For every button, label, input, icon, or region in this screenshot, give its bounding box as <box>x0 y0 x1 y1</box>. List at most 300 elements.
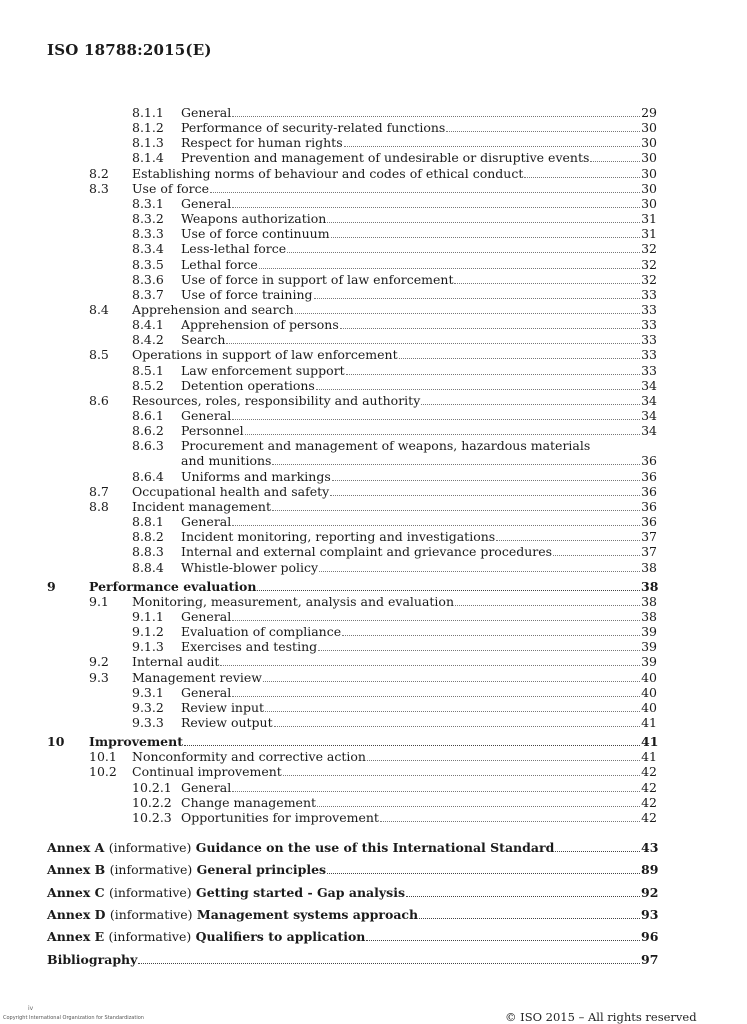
toc-entry[interactable] <box>0 257 747 272</box>
toc-entry-title: Performance of security-related functions <box>181 120 446 136</box>
toc-entry-line <box>132 749 657 764</box>
toc-entry-title: Apprehension and search <box>132 301 294 317</box>
toc-entry-title: Incident management <box>132 498 271 514</box>
toc-entry-number: 8.3.3 <box>132 226 164 242</box>
toc-entry-title: General <box>181 779 232 795</box>
toc-leader-dots <box>380 821 640 822</box>
toc-leader-dots <box>327 873 640 874</box>
toc-entry-title: Change management <box>181 794 317 810</box>
toc-entry-number: 9 <box>47 578 56 594</box>
toc-entry-title: Use of force continuum <box>181 226 330 242</box>
toc-entry-title: General <box>181 408 232 423</box>
toc-entry-page: 41 <box>641 715 657 730</box>
toc-entry-number: 8.2 <box>89 165 109 181</box>
toc-entry-page: 36 <box>641 514 657 530</box>
toc-entry-title: Search <box>181 332 226 348</box>
toc-entry[interactable] <box>0 780 747 795</box>
toc-entry[interactable] <box>0 378 747 393</box>
toc-entry[interactable] <box>0 560 747 575</box>
toc-entry[interactable] <box>0 544 747 559</box>
bibliography-line <box>47 952 657 967</box>
toc-leader-dots <box>327 222 640 223</box>
toc-entry-title: General <box>181 608 232 624</box>
toc-entry-page: 33 <box>641 332 657 348</box>
toc-entry-page: 31 <box>641 211 657 227</box>
toc-entry[interactable] <box>0 700 747 715</box>
toc-entry[interactable] <box>0 135 747 150</box>
toc-leader-dots <box>332 480 640 481</box>
toc-entry[interactable] <box>0 764 747 779</box>
toc-entry-title: General <box>181 684 232 700</box>
annex-title: Getting started - Gap analysis <box>196 884 405 900</box>
toc-leader-dots <box>138 963 640 964</box>
toc-entry-number: 8.1.4 <box>132 150 164 166</box>
toc-entry[interactable] <box>0 795 747 810</box>
toc-entry-title: General <box>181 105 232 120</box>
toc-leader-dots <box>446 131 640 132</box>
toc-entry-title: Use of force training <box>181 286 313 302</box>
toc-entry-line <box>132 302 657 317</box>
toc-entry-line <box>181 378 657 393</box>
toc-leader-dots <box>232 116 640 117</box>
toc-entry-number: 8.5 <box>89 347 109 363</box>
toc-entry-number: 8.8.3 <box>132 544 164 560</box>
annex-type: (informative) <box>108 840 192 855</box>
toc-entry-title: Monitoring, measurement, analysis and evaluation <box>132 593 455 609</box>
toc-entry-page: 39 <box>641 654 657 670</box>
toc-entry-page: 38 <box>641 578 659 594</box>
toc-entry[interactable] <box>0 408 747 423</box>
toc-leader-dots <box>421 404 640 405</box>
toc-leader-dots <box>496 540 640 541</box>
annex-page: 89 <box>641 862 659 878</box>
annex-entry[interactable] <box>0 885 747 900</box>
toc-entry-title: Continual improvement <box>132 764 282 780</box>
toc-entry-number: 8.4 <box>89 301 109 317</box>
toc-entry[interactable] <box>0 810 747 825</box>
toc-entry-line <box>181 514 657 529</box>
toc-entry-number: 10.2.2 <box>132 794 172 810</box>
toc-entry-title: Improvement <box>89 734 183 750</box>
toc-entry-title: Use of force in support of law enforcement <box>181 271 454 287</box>
toc-entry-page: 31 <box>641 226 657 242</box>
annex-type: (informative) <box>109 906 193 922</box>
toc-entry[interactable] <box>0 609 747 624</box>
toc-entry-line <box>181 560 657 575</box>
annex-title-group <box>47 862 326 877</box>
toc-entry-line <box>181 135 657 150</box>
toc-entry[interactable] <box>0 120 747 135</box>
toc-entry-page: 36 <box>641 498 657 514</box>
toc-entry-page: 32 <box>641 271 657 287</box>
toc-entry-title: Whistle-blower policy <box>181 559 319 575</box>
toc-entry[interactable] <box>0 211 747 226</box>
toc-entry-title: Procurement and management of weapons, hazardous materials <box>181 438 591 454</box>
toc-entry-number: 8.3.1 <box>132 195 164 211</box>
toc-entry[interactable] <box>0 469 747 484</box>
toc-entry-title: Review input <box>181 699 265 715</box>
toc-entry-number: 8.3.6 <box>132 271 164 287</box>
toc-entry[interactable] <box>0 529 747 544</box>
toc-entry-number: 8.5.2 <box>132 377 164 393</box>
toc-entry[interactable] <box>0 594 747 609</box>
toc-entry-number: 10 <box>47 734 65 750</box>
toc-entry[interactable] <box>0 423 747 438</box>
toc-entry-line <box>132 484 657 499</box>
bibliography-entry[interactable] <box>0 952 747 967</box>
toc-entry-title: Respect for human rights <box>181 135 343 151</box>
toc-entry[interactable] <box>0 105 747 120</box>
toc-entry-line <box>132 347 657 362</box>
annex-line <box>47 907 657 922</box>
toc-entry-line <box>181 257 657 272</box>
toc-entry[interactable] <box>0 734 747 749</box>
toc-entry-page: 41 <box>641 734 659 750</box>
toc-entry-line <box>181 226 657 241</box>
toc-leader-dots <box>259 268 640 269</box>
toc-entry-page: 40 <box>641 699 657 715</box>
toc-entry[interactable] <box>0 670 747 685</box>
annex-type: (informative) <box>108 884 192 900</box>
annex-title-group <box>47 929 365 944</box>
toc-entry-page: 33 <box>641 362 657 378</box>
toc-leader-dots <box>367 760 640 761</box>
toc-leader-dots <box>340 328 640 329</box>
toc-leader-dots <box>220 665 640 666</box>
toc-leader-dots <box>419 918 640 919</box>
toc-entry-number: 8.4.1 <box>132 317 164 333</box>
toc-entry-line <box>89 734 657 749</box>
toc-entry[interactable] <box>0 150 747 165</box>
toc-entry-number: 9.3.2 <box>132 699 164 715</box>
annex-label: Annex A <box>47 840 105 855</box>
toc-entry-line <box>89 579 657 594</box>
toc-entry[interactable] <box>0 226 747 241</box>
toc-leader-dots <box>399 358 640 359</box>
toc-entry-line <box>181 700 657 715</box>
toc-leader-dots <box>455 605 640 606</box>
annex-line <box>47 840 657 855</box>
toc-entry-page: 39 <box>641 624 657 640</box>
toc-entry-page: 42 <box>641 779 657 795</box>
toc-leader-dots <box>555 851 640 852</box>
toc-entry-line <box>181 423 657 438</box>
annex-page: 92 <box>641 884 659 900</box>
toc-entry-number: 9.2 <box>89 654 109 670</box>
toc-entry-page: 30 <box>641 135 657 151</box>
toc-entry-line <box>181 287 657 302</box>
toc-leader-dots <box>316 389 640 390</box>
toc-entry-line <box>181 795 657 810</box>
document-id: ISO 18788:2015(E) <box>47 41 212 59</box>
toc-entry-page: 32 <box>641 256 657 272</box>
annex-title-group <box>47 840 554 855</box>
annex-entry[interactable] <box>0 862 747 877</box>
toc-leader-dots <box>184 745 640 746</box>
toc-leader-dots <box>232 419 640 420</box>
toc-entry[interactable] <box>0 302 747 317</box>
annex-title-group <box>47 885 405 900</box>
toc-entry-page: 38 <box>641 559 657 575</box>
toc-entry[interactable] <box>0 241 747 256</box>
toc-entry-line <box>181 453 657 468</box>
annex-title: Guidance on the use of this International Standard <box>195 840 555 855</box>
toc-entry[interactable] <box>0 499 747 514</box>
toc-leader-dots <box>590 161 640 162</box>
toc-entry-number: 9.1.3 <box>132 639 164 655</box>
toc-leader-dots <box>232 207 640 208</box>
toc-entry-page: 36 <box>641 468 657 484</box>
toc-leader-dots <box>319 571 640 572</box>
toc-leader-dots <box>210 192 640 193</box>
toc-entry-line <box>181 715 657 730</box>
toc-entry-title: Establishing norms of behaviour and codes of ethical conduct <box>132 165 524 181</box>
toc-leader-dots <box>245 434 640 435</box>
toc-entry-title: Management review <box>132 669 262 685</box>
toc-leader-dots <box>232 525 640 526</box>
toc-entry-number: 8.3.2 <box>132 211 164 227</box>
annex-title: Qualifiers to application <box>195 929 366 945</box>
toc-entry-number: 9.3.1 <box>132 684 164 700</box>
toc-entry-page: 34 <box>641 377 657 393</box>
toc-entry-page: 42 <box>641 794 657 810</box>
toc-leader-dots <box>263 681 640 682</box>
toc-entry-number: 8.1.2 <box>132 120 164 136</box>
toc-entry-page: 32 <box>641 241 657 257</box>
toc-leader-dots <box>317 806 640 807</box>
toc-entry-page: 33 <box>641 317 657 333</box>
toc-entry[interactable] <box>0 272 747 287</box>
toc-entry-line <box>181 469 657 484</box>
toc-entry-page: 34 <box>641 408 657 423</box>
toc-entry-number: 8.8.2 <box>132 529 164 545</box>
toc-entry-page: 36 <box>641 453 657 469</box>
toc-entry-number: 8.6 <box>89 392 109 408</box>
toc-entry-title: Lethal force <box>181 256 258 272</box>
toc-entry-line <box>181 120 657 135</box>
toc-entry-page: 30 <box>641 150 657 166</box>
toc-entry-page: 39 <box>641 639 657 655</box>
annex-label: Annex D <box>47 906 106 922</box>
toc-leader-dots <box>283 775 640 776</box>
annex-line <box>47 862 657 877</box>
toc-entry[interactable] <box>0 654 747 669</box>
toc-entry[interactable] <box>0 438 747 453</box>
toc-entry[interactable] <box>0 484 747 499</box>
toc-entry-title: Review output <box>181 715 273 730</box>
toc-entry[interactable] <box>0 166 747 181</box>
toc-entry-page: 41 <box>641 749 657 765</box>
toc-entry[interactable] <box>0 514 747 529</box>
annex-label: Annex B <box>47 862 106 878</box>
toc-entry-number: 9.3.3 <box>132 715 164 730</box>
toc-entry-line <box>181 332 657 347</box>
toc-entry-title: Use of force <box>132 180 209 196</box>
toc-entry-line <box>181 780 657 795</box>
toc-entry-number: 9.1.2 <box>132 624 164 640</box>
toc-leader-dots <box>346 374 640 375</box>
toc-entry-number: 8.8 <box>89 498 109 514</box>
toc-entry-line <box>181 529 657 544</box>
toc-entry-page: 30 <box>641 195 657 211</box>
toc-entry-title: General <box>181 514 232 530</box>
toc-entry-page: 30 <box>641 165 657 181</box>
toc-entry-line <box>181 241 657 256</box>
toc-entry[interactable] <box>0 715 747 730</box>
toc-leader-dots <box>524 177 640 178</box>
annex-page: 93 <box>641 906 659 922</box>
toc-entry-number: 8.3.4 <box>132 241 164 257</box>
toc-entry-number: 8.3 <box>89 180 109 196</box>
toc-entry-page: 33 <box>641 301 657 317</box>
toc-entry-line <box>132 764 657 779</box>
toc-entry-number: 8.3.5 <box>132 256 164 272</box>
toc-leader-dots <box>257 590 640 591</box>
toc-entry-page: 37 <box>641 544 657 560</box>
toc-entry-number: 10.1 <box>89 749 117 765</box>
toc-entry[interactable] <box>0 393 747 408</box>
toc-leader-dots <box>331 237 640 238</box>
toc-entry[interactable] <box>0 363 747 378</box>
toc-entry-page: 34 <box>641 392 657 408</box>
toc-entry[interactable] <box>0 579 747 594</box>
toc-entry-number: 10.2 <box>89 764 117 780</box>
toc-entry-page: 42 <box>641 809 657 825</box>
footer-licensor: Copyright International Organization for Standardization <box>3 1015 144 1021</box>
toc-entry[interactable] <box>0 332 747 347</box>
toc-entry-title: Nonconformity and corrective action <box>132 749 366 765</box>
toc-leader-dots <box>366 940 640 941</box>
toc-entry-page: 34 <box>641 423 657 439</box>
toc-leader-dots <box>232 620 640 621</box>
toc-entry[interactable] <box>0 639 747 654</box>
annex-type: (informative) <box>108 929 192 945</box>
annex-entry[interactable] <box>0 840 747 855</box>
toc-entry-line <box>132 393 657 408</box>
toc-entry-line <box>132 166 657 181</box>
toc-entry-page: 40 <box>641 684 657 700</box>
toc-entry-title: Internal audit <box>132 654 220 670</box>
toc-leader-dots <box>344 146 640 147</box>
toc-entry-page: 40 <box>641 669 657 685</box>
toc-entry-title: Performance evaluation <box>89 578 257 594</box>
toc-entry-title: Exercises and testing <box>181 639 318 655</box>
toc-entry-line <box>181 317 657 332</box>
toc-leader-dots <box>272 464 640 465</box>
toc-entry-line <box>181 685 657 700</box>
annex-entry[interactable] <box>0 907 747 922</box>
toc-leader-dots <box>314 298 641 299</box>
toc-entry[interactable] <box>0 287 747 302</box>
toc-entry-line <box>181 363 657 378</box>
toc-entry-title: General <box>181 195 232 211</box>
annex-type: (informative) <box>109 862 193 878</box>
bibliography-page: 97 <box>641 951 659 967</box>
toc-entry-number: 8.1.1 <box>132 105 164 120</box>
toc-entry-title: Evaluation of compliance <box>181 624 342 640</box>
toc-entry-number: 8.6.1 <box>132 408 164 423</box>
toc-entry-line <box>181 150 657 165</box>
toc-entry-title: Apprehension of persons <box>181 317 339 333</box>
toc-entry-title: Weapons authorization <box>181 211 327 227</box>
toc-entry-title: Detention operations <box>181 377 315 393</box>
toc-entry-title: Prevention and management of undesirable or disruptive events <box>181 150 590 166</box>
toc-entry[interactable] <box>0 347 747 362</box>
toc-entry-page: 30 <box>641 120 657 136</box>
toc-entry-page: 29 <box>641 105 657 120</box>
toc-entry-number: 9.1.1 <box>132 608 164 624</box>
toc-entry-title: Law enforcement support <box>181 362 345 378</box>
toc-leader-dots <box>454 283 640 284</box>
toc-entry-title: Opportunities for improvement <box>181 809 379 825</box>
toc-entry-continuation[interactable] <box>0 453 747 468</box>
toc-entry-line <box>181 196 657 211</box>
annex-title: General principles <box>196 862 327 878</box>
toc-leader-dots <box>406 896 640 897</box>
annex-label: Annex E <box>47 929 105 945</box>
toc-entry-line <box>181 639 657 654</box>
annex-line <box>47 929 657 944</box>
toc-entry[interactable] <box>0 317 747 332</box>
toc-entry[interactable] <box>0 749 747 764</box>
toc-entry-page: 38 <box>641 593 657 609</box>
toc-entry[interactable] <box>0 181 747 196</box>
toc-entry-line <box>132 654 657 669</box>
toc-entry-title: Operations in support of law enforcement <box>132 347 398 363</box>
toc-entry[interactable] <box>0 196 747 211</box>
footer-mark: iv <box>28 1005 34 1012</box>
toc-entry-title: Less-lethal force <box>181 241 287 257</box>
toc-entry-number: 10.2.3 <box>132 809 172 825</box>
toc-entry-line <box>181 544 657 559</box>
toc-entry[interactable] <box>0 624 747 639</box>
annex-title-group <box>47 907 418 922</box>
toc-entry-line <box>181 272 657 287</box>
toc-entry-title: Occupational health and safety <box>132 483 330 499</box>
annex-page: 96 <box>641 929 659 945</box>
toc-entry-number: 10.2.1 <box>132 779 172 795</box>
toc-leader-dots <box>342 635 640 636</box>
toc-leader-dots <box>274 726 640 727</box>
footer-copyright: © ISO 2015 – All rights reserved <box>505 1010 697 1024</box>
toc-entry-title-continuation: and munitions <box>181 453 272 469</box>
toc-leader-dots <box>295 313 640 314</box>
toc-entry-line <box>181 211 657 226</box>
toc-entry-number: 8.6.3 <box>132 438 164 454</box>
toc-entry-title: Incident monitoring, reporting and investigations <box>181 529 496 545</box>
toc-entry-title: Uniforms and markings <box>181 468 331 484</box>
toc-entry-line <box>132 594 657 609</box>
toc-leader-dots <box>287 252 640 253</box>
toc-leader-dots <box>265 711 640 712</box>
toc-entry-title: Personnel <box>181 423 244 439</box>
annex-title: Management systems approach <box>196 906 419 922</box>
toc-entry-line <box>132 499 657 514</box>
toc-leader-dots <box>272 510 640 511</box>
toc-entry-page: 33 <box>641 347 657 363</box>
toc-entry-line <box>181 810 657 825</box>
toc-entry[interactable] <box>0 685 747 700</box>
toc-entry-page: 38 <box>641 608 657 624</box>
toc-entry-line <box>181 609 657 624</box>
toc-entry-number: 8.6.2 <box>132 423 164 439</box>
bibliography-title: Bibliography <box>47 951 138 967</box>
annex-entry[interactable] <box>0 929 747 944</box>
annex-label: Annex C <box>47 884 105 900</box>
toc-entry-line <box>181 624 657 639</box>
toc-entry-number: 8.3.7 <box>132 286 164 302</box>
toc-entry-line <box>132 670 657 685</box>
